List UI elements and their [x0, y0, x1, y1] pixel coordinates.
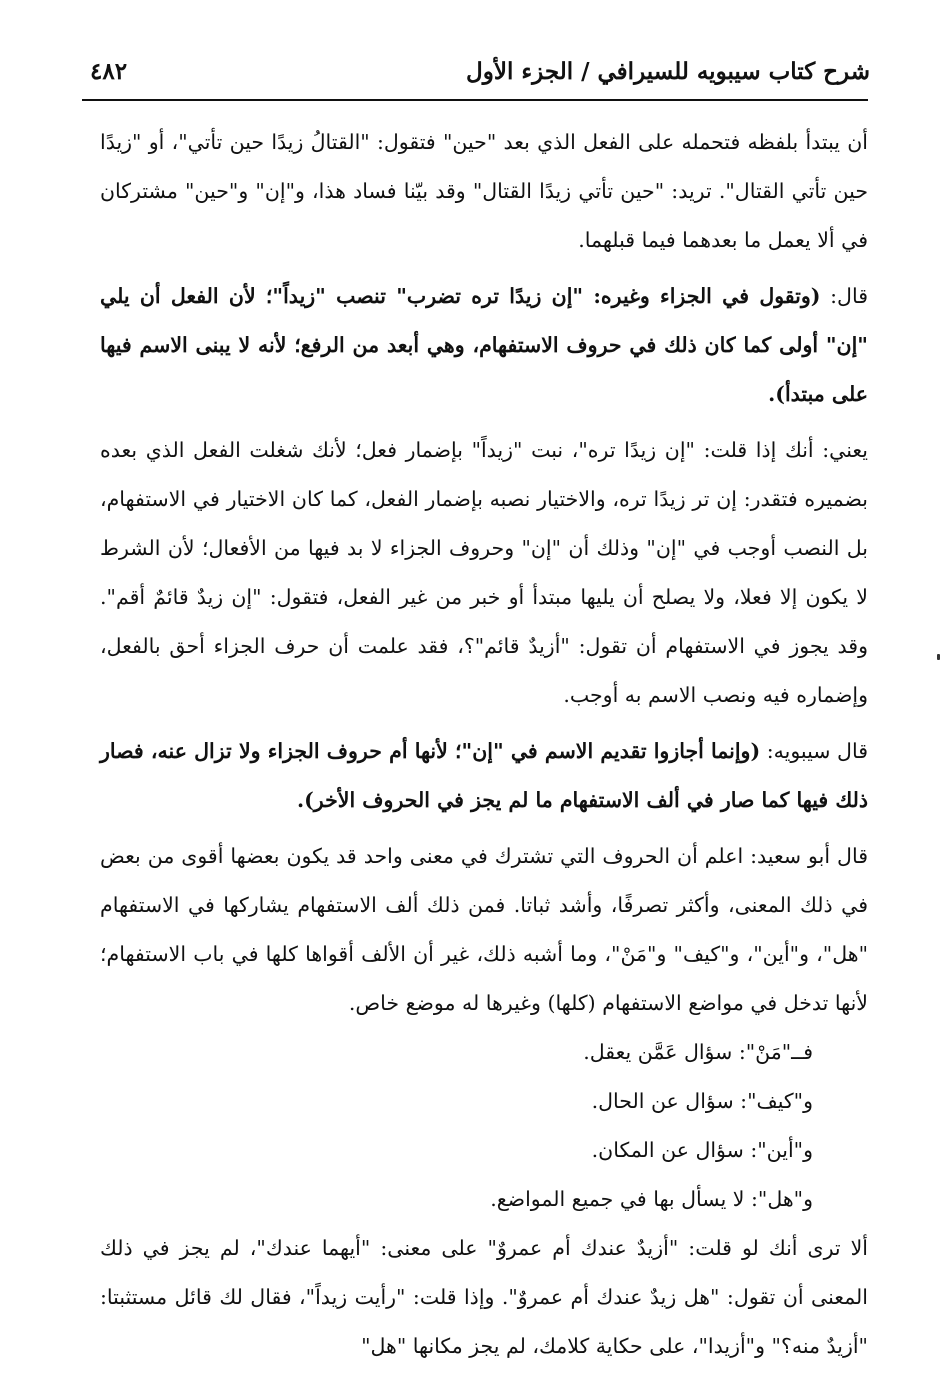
list-item: و"أين": سؤال عن المكان. — [591, 1138, 813, 1162]
interrogatives-list — [100, 1028, 868, 1224]
paragraph: قال أبو سعيد: اعلم أن الحروف التي تشترك في معنى واحد قد يكون بعضها أقوى من بعض في ذلك المعنى، وأكثر تصرفًا، وأشد ثباتا. فمن ذلك ألف الاستفهام يشاركها في الاستفهام "هل"، و"أين"، و"كيف" و"مَنْ"، وما أشبه ذلك، غير أن الألف أقواها كلها في باب الاستفهام؛ لأنها تدخل في مواضع الاستفهام (كلها) وغيرها له موضع خاص. — [100, 844, 868, 1015]
quoted-paragraph — [100, 272, 868, 419]
book-title: شرح كتاب سيبويه للسيرافي / الجزء الأول — [466, 58, 870, 85]
paragraph: ألا ترى أنك لو قلت: "أزيدٌ عندك أم عمروٌ" على معنى: "أيهما عندك"، لم يجز في ذلك المعنى أن تقول: "هل زيدٌ عندك أم عمروٌ". وإذا قلت: "رأيت زيداً"، فقال لك قائل مستثبتا: "أزيدٌ منه؟" و"أزيدا"، على حكاية كلامك، لم يجز مكانها "هل" — [100, 1236, 868, 1358]
page-number: ٤٨٢ — [90, 58, 128, 85]
header-divider — [82, 99, 868, 101]
sibawayh-quote: (وإنما أجازوا تقديم الاسم في "إن"؛ لأنها أم حروف الجزاء ولا تزال عنه، فصار ذلك فيها كما صار في ألف الاستفهام ما لم يجز في الحروف الأخر). — [100, 739, 868, 812]
paragraph-intro: قال سيبويه: — [760, 739, 868, 763]
list-item: فــ"مَنْ": سؤال عَمَّن يعقل. — [583, 1040, 813, 1064]
quoted-paragraph — [100, 727, 868, 825]
paragraph: يعني: أنك إذا قلت: "إن زيدًا تره"، نبت "زيداً" بإضمار فعل؛ لأنك شغلت الفعل الذي بعده بضميره فتقدر: إن تر زيدًا تره، والاختيار نصبه بإضمار الفعل، كما كان الاختيار في الاستفهام، بل النصب أوجب في "إن" وذلك أن "إن" وحروف الجزاء لا بد فيها من الأفعال؛ لأن الشرط لا يكون إلا فعلا، ولا يصلح أن يليها مبتدأ أو خبر من غير الفعل، فتقول: "إن زيدٌ قائمٌ أقم". وقد يجوز في الاستفهام أن تقول: "أزيدٌ قائم"؟، فقد علمت أن حرف الجزاء أحق بالفعل، وإضماره فيه ونصب الاسم به أوجب. — [100, 438, 868, 707]
scan-speck — [937, 654, 940, 660]
paragraph: أن يبتدأ بلفظه فتحمله على الفعل الذي بعد "حين" فتقول: "القتالُ زيدًا حين تأتي"، أو "زيدًا حين تأتي القتال". تريد: "حين تأتي زيدًا القتال" وقد بيّنا فساد هذا، و"إن" و"حين" مشتركان في ألا يعمل ما بعدهما فيما قبلهما. — [100, 130, 868, 252]
paragraph-intro: قال: — [820, 284, 868, 308]
list-item: و"هل": لا يسأل بها في جميع المواضع. — [490, 1187, 813, 1211]
list-item: و"كيف": سؤال عن الحال. — [591, 1089, 813, 1113]
page-body — [100, 118, 868, 1371]
sibawayh-quote: (وتقول في الجزاء وغيره: "إن زيدًا تره تضرب" تنصب "زيداً"؛ لأن الفعل أن يلي "إن" أولى كما كان ذلك في حروف الاستفهام، وهي أبعد من الرفع؛ لأنه لا يبنى الاسم فيها على مبتدأ). — [100, 284, 868, 406]
page-header — [80, 50, 870, 98]
